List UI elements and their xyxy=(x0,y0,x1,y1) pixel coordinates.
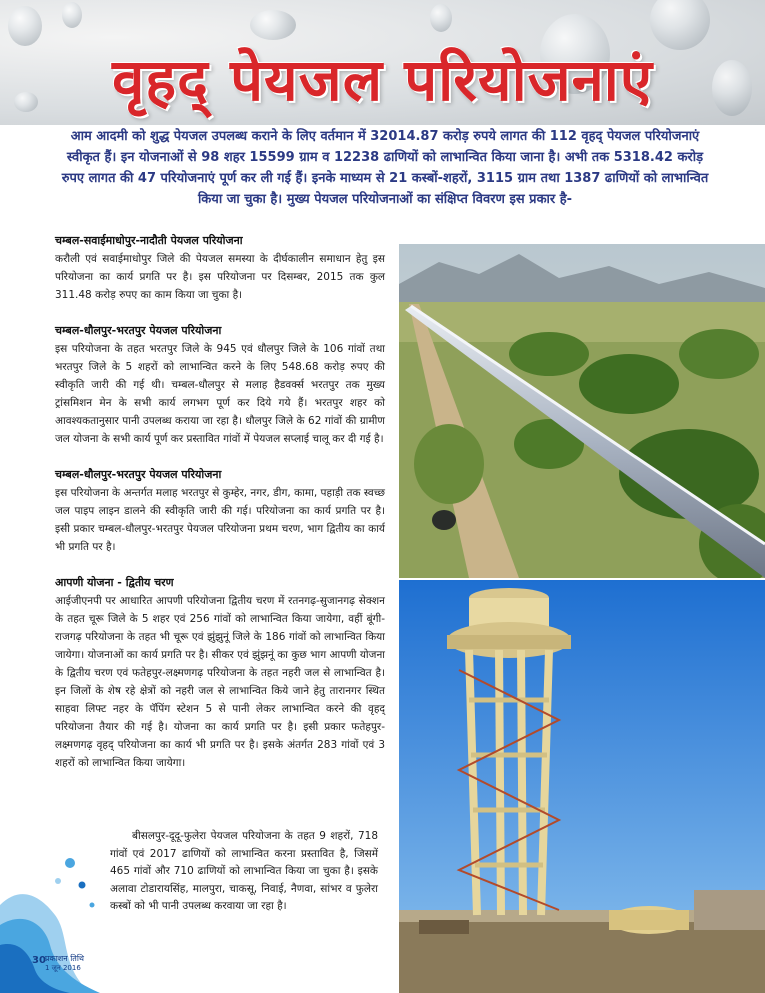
section xyxy=(55,232,385,304)
publication-label: प्रकाशन तिथि xyxy=(45,954,85,963)
section xyxy=(55,322,385,448)
section-heading: चम्बल-सवाईमाधोपुर-नादौती पेयजल परियोजना xyxy=(55,234,243,247)
text-column xyxy=(55,232,385,790)
section-body: करौली एवं सवाईमाधोपुर जिले की पेयजल समस्या के दीर्घकालीन समाधान हेतु इस परियोजना का कार्य प्रगति पर है। इस परियोजना पर दिसम्बर, 2015 तक कुल 311.48 करोड़ रुपए का काम किया जा चुका है। xyxy=(55,253,385,301)
section-heading: चम्बल-धौलपुर-भरतपुर पेयजल परियोजना xyxy=(55,324,222,337)
section xyxy=(55,466,385,556)
section-body: इस परियोजना के अन्तर्गत मलाह भरतपुर से कुम्हेर, नगर, डीग, कामा, पहाड़ी तक स्वच्छ जल पाइप लाइन डालने की स्वीकृति जारी की गई। परियोजना का कार्य प्रगति पर है। इसी प्रकार चम्बल-धौलपुर-भरतपुर पेयजल परियोजना प्रथम चरण, भाग द्वितीय का कार्य भी प्रगति पर है। xyxy=(55,487,385,553)
section-body: आईजीएनपी पर आधारित आपणी परियोजना द्वितीय चरण में रतनगढ़-सुजानगढ़ सेक्शन के तहत चूरू जिले के 5 शहर एवं 256 गांवों को लाभान्वित किया जायेगा, वहीं बूंगी-राजगढ़ परियोजना के तहत भी चूरू एवं झुंझुनूं जिले के 186 गांवों को लाभान्वित किया जायेगा। योजनाओं का कार्य प्रगति पर है। सीकर एवं झुंझनूं का कुछ भाग आपणी योजना के द्वितीय चरण एवं फतेहपुर-लक्ष्मणगढ़ परियोजना के तहत नहरी जल से लाभान्वित है। इन जिलों के शेष रहे क्षेत्रों को नहरी जल से लाभान्वित किये जाने हेतु तारानगर स्थित साहवा लिफ्ट नहर के पॅपिंग स्टेशन 5 से पानी लेकर लाभान्वित करने की वृहद् परियोजना तैयार की गई है। योजना का कार्य प्रगति पर है। इसी प्रकार फतेहपुर-लक्ष्मणगढ़ वृहद् परियोजना का कार्य भी प्रगति पर है। इसके अंतर्गत 283 गांवों एवं 3 शहरों को लाभान्वित किया जायेगा। xyxy=(55,595,385,769)
page-title: वृहद् पेयजल परियोजनाएं xyxy=(112,46,653,114)
water-drop-icon xyxy=(62,2,82,28)
section-body: इस परियोजना के तहत भरतपुर जिले के 945 एवं धौलपुर जिले के 106 गांवों तथा भरतपुर जिले के 5 शहरों को लाभान्वित करने के लिए 548.68 करोड़ रुपए की स्वीकृति जारी की गई थी। चम्बल-धौलपुर से मलाह हैडवर्क्स भरतपुर तक मुख्य ट्रांसमिशन मेन के सभी कार्य लगभग पूर्ण कर दिये गये हैं। भरतपुर शहर को आवश्यकतानुसार पानी उपलब्ध कराया जा रहा है। धौलपुर जिले के 62 गांवों की ग्रामीण जल योजना के सभी कार्य पूर्ण कर प्रस्तावित गांवों में पेयजल सप्लाई चालू कर दी गई है। xyxy=(55,343,385,445)
water-drop-icon xyxy=(250,10,296,40)
page-number: 30 xyxy=(32,955,46,966)
section-heading: आपणी योजना - द्वितीय चरण xyxy=(55,576,174,589)
water-tower-photo xyxy=(399,580,765,993)
water-drop-icon xyxy=(430,4,452,32)
publication-date: 1 जून 2016 xyxy=(45,964,81,972)
bottom-paragraph: बीसलपुर-दूदू-फुलेरा पेयजल परियोजना के तहत 9 शहरों, 718 गांवों एवं 2017 ढाणियों को लाभान्वित करना प्रस्तावित है, जिसमें 465 गांवों और 710 ढाणियों को लाभान्वित किया जा चुका है। इसके अलावा टोडारायसिंह, मालपुरा, चाकसू, निवाई, नैणवा, सांभर व फुलेरा कस्बों को भी पानी उपलब्ध करवाया जा रहा है। xyxy=(110,830,378,912)
section-heading: चम्बल-धौलपुर-भरतपुर पेयजल परियोजना xyxy=(55,468,222,481)
section xyxy=(55,574,385,772)
pipeline-landscape-photo xyxy=(399,244,765,578)
intro-paragraph: आम आदमी को शुद्ध पेयजल उपलब्ध कराने के लिए वर्तमान में 32014.87 करोड़ रुपये लागत की 112 वृहद् पेयजल परियोजनाएं स्वीकृत हैं। इन योजनाओं से 98 शहर 15599 ग्राम व 12238 ढाणियों को लाभान्वित किया जाना है। अभी तक 5318.42 करोड़ रुपए लागत की 47 परियोजनाएं पूर्ण कर ली गई हैं। इनके माध्यम से 21 कस्बों-शहरों, 3115 ग्राम तथा 1387 ढाणियों को लाभान्वित किया जा चुका है। मुख्य पेयजल परियोजनाओं का संक्षिप्त विवरण इस प्रकार है- xyxy=(61,129,709,207)
